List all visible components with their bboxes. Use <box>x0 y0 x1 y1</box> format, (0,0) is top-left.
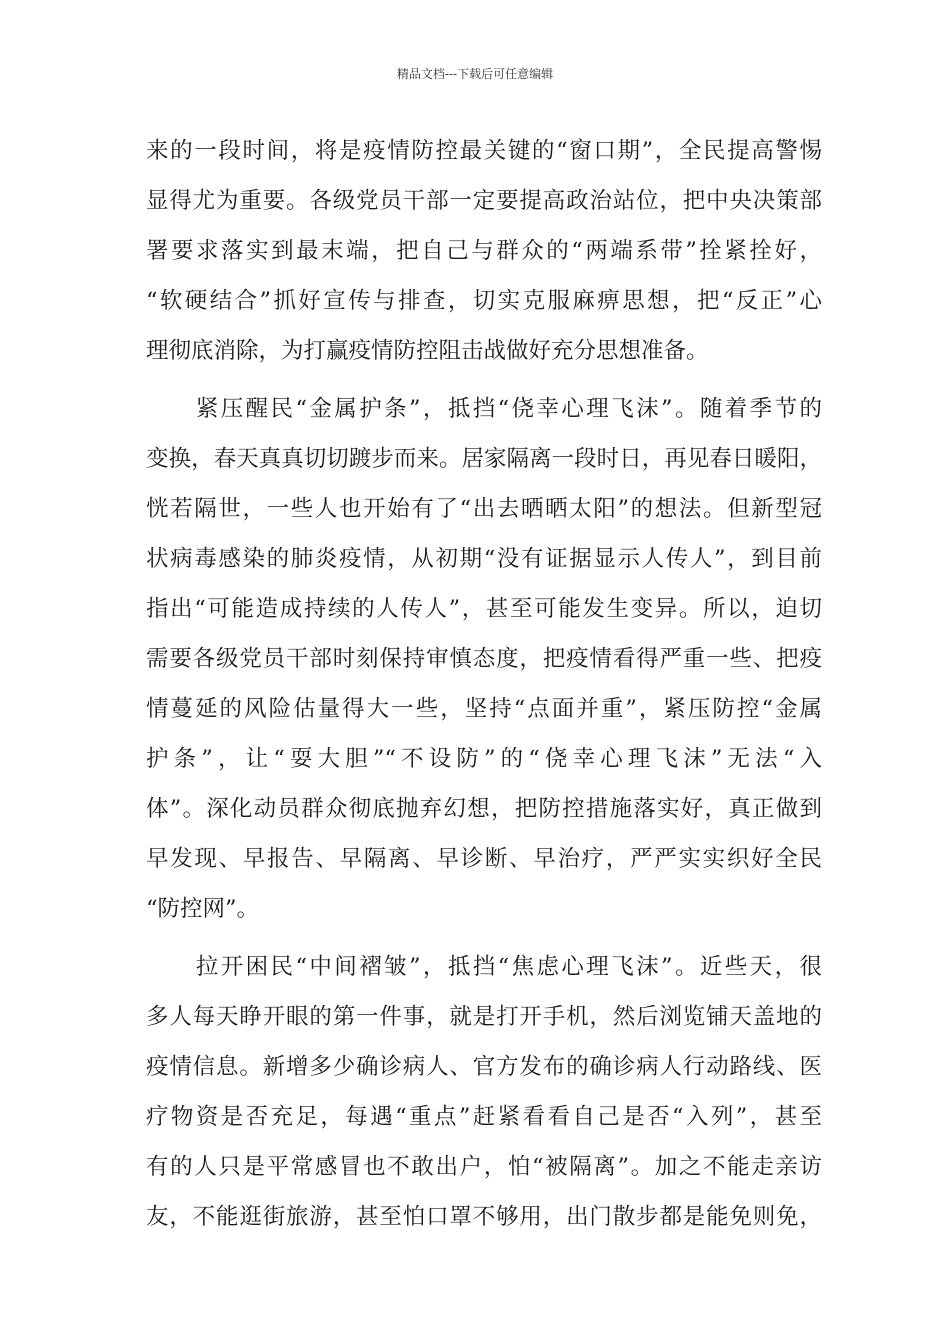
paragraph <box>146 126 822 376</box>
text-line: 显得尤为重要。各级党员干部一定要提高政治站位，把中央决策部 <box>146 188 822 214</box>
text-line: 疫情信息。新增多少确诊病人、官方发布的确诊病人行动路线、医 <box>146 1054 822 1080</box>
text-line: 友，不能逛街旅游，甚至怕口罩不够用，出门散步都是能免则免， <box>146 1204 822 1230</box>
text-line: 来的一段时间，将是疫情防控最关键的“窗口期”，全民提高警惕 <box>146 138 822 164</box>
text-line: 体”。深化动员群众彻底抛弃幻想，把防控措施落实好，真正做到 <box>146 796 822 822</box>
text-line: 指出“可能造成持续的人传人”，甚至可能发生变异。所以，迫切 <box>146 596 822 622</box>
text-line: 恍若隔世，一些人也开始有了“出去晒晒太阳”的想法。但新型冠 <box>146 496 822 522</box>
text-line: 紧压醒民“金属护条”，抵挡“侥幸心理飞沫”。随着季节的 <box>146 396 822 422</box>
paragraph <box>146 942 822 1242</box>
document-body <box>146 126 822 1242</box>
text-line: 情蔓延的风险估量得大一些，坚持“点面并重”，紧压防控“金属 <box>146 696 822 722</box>
page-header: 精品文档---下载后可任意编辑 <box>396 67 554 81</box>
text-line: 状病毒感染的肺炎疫情，从初期“没有证据显示人传人”，到目前 <box>146 546 822 572</box>
text-line: “软硬结合”抓好宣传与排查，切实克服麻痹思想，把“反正”心 <box>146 288 822 314</box>
text-line: “防控网”。 <box>146 896 260 922</box>
text-line: 变换，春天真真切切踱步而来。居家隔离一段时日，再见春日暖阳， <box>146 446 822 472</box>
text-line: 理彻底消除，为打赢疫情防控阻击战做好充分思想准备。 <box>146 338 709 364</box>
text-line: 署要求落实到最末端，把自己与群众的“两端系带”拴紧拴好， <box>146 238 822 264</box>
text-line: 有的人只是平常感冒也不敢出户，怕“被隔离”。加之不能走亲访 <box>146 1154 822 1180</box>
text-line: 拉开困民“中间褶皱”，抵挡“焦虑心理飞沫”。近些天，很 <box>146 954 822 980</box>
paragraph <box>146 384 822 934</box>
text-line: 疗物资是否充足，每遇“重点”赶紧看看自己是否“入列”，甚至 <box>146 1104 822 1130</box>
text-line: 多人每天睁开眼的第一件事，就是打开手机，然后浏览铺天盖地的 <box>146 1004 822 1030</box>
text-line: 早发现、早报告、早隔离、早诊断、早治疗，严严实实织好全民 <box>146 846 822 872</box>
text-line: 护条”，让“耍大胆”“不设防”的“侥幸心理飞沫”无法“入 <box>146 746 822 772</box>
text-line: 需要各级党员干部时刻保持审慎态度，把疫情看得严重一些、把疫 <box>146 646 822 672</box>
